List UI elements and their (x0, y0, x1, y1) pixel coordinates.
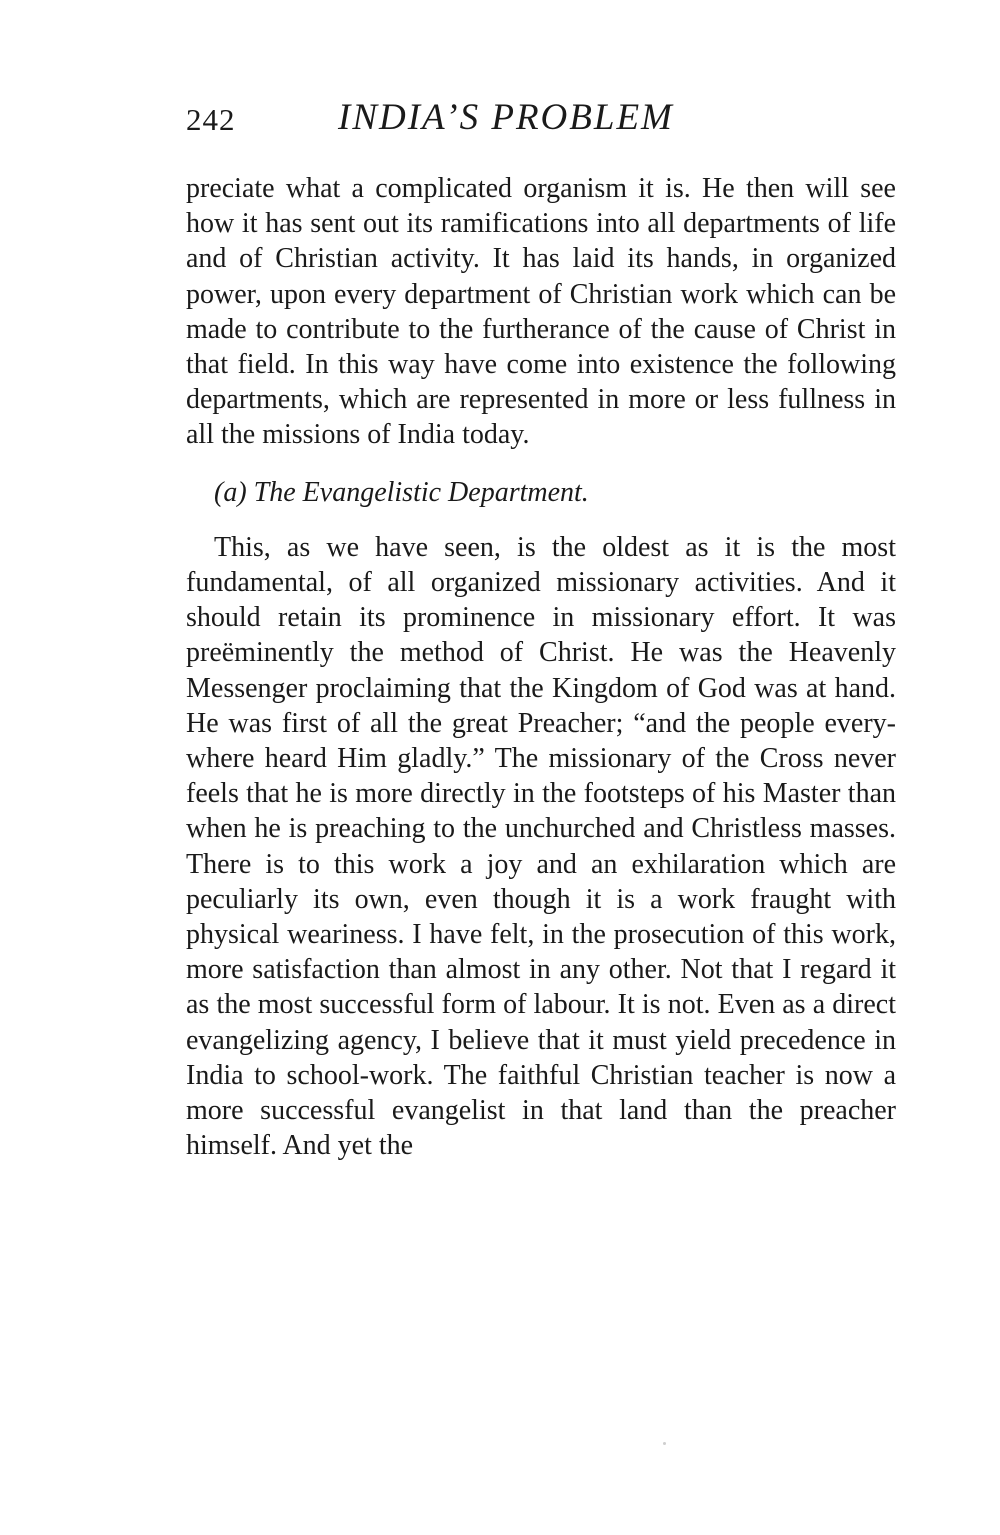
body-text (186, 171, 896, 1163)
page-speck (663, 1442, 666, 1445)
section-label: (a) (214, 476, 247, 508)
section-title: The Evangelistic Department. (253, 476, 589, 508)
section-heading (186, 475, 896, 510)
continued-paragraph: preciate what a complicated organism it is. He then will see how it has sent out its ramifications into all departments of life and of Christian activity. It has laid its hands, in organized power, upon every department of Christian work which can be made to contribute to the furtherance of the cause of Christ in that field. In this way have come into existence the following departments, which are represented in more or less fullness in all the missions of India today. (186, 173, 896, 451)
main-paragraph: This, as we have seen, is the oldest as it is the most fundamental, of all organized missionary activities. And it should retain its prominence in missionary effort. It was preëminently the method of Christ. He was the Heavenly Messenger proclaiming that the Kingdom of God was at hand. He was first of all the great Preacher; “and the people everywhere heard Him gladly.” The missionary of the Cross never feels that he is more directly in the footsteps of his Master than when he is preaching to the unchurched and Christless masses. There is to this work a joy and an exhilaration which are peculiarly its own, even though it is a work fraught with physical weariness. I have felt, in the prosecution of this work, more satisfaction than almost in any other. Not that I regard it as the most successful form of labour. It is not. Even as a direct evangelizing agency, I believe that it must yield precedence in India to school-work. The faithful Christian teacher is now a more successful evangelist in that land than the preacher himself. And yet the (186, 531, 896, 1162)
page-number: 242 (186, 102, 236, 137)
running-head-title: INDIA’S PROBLEM (338, 97, 674, 138)
page-header (186, 96, 896, 146)
